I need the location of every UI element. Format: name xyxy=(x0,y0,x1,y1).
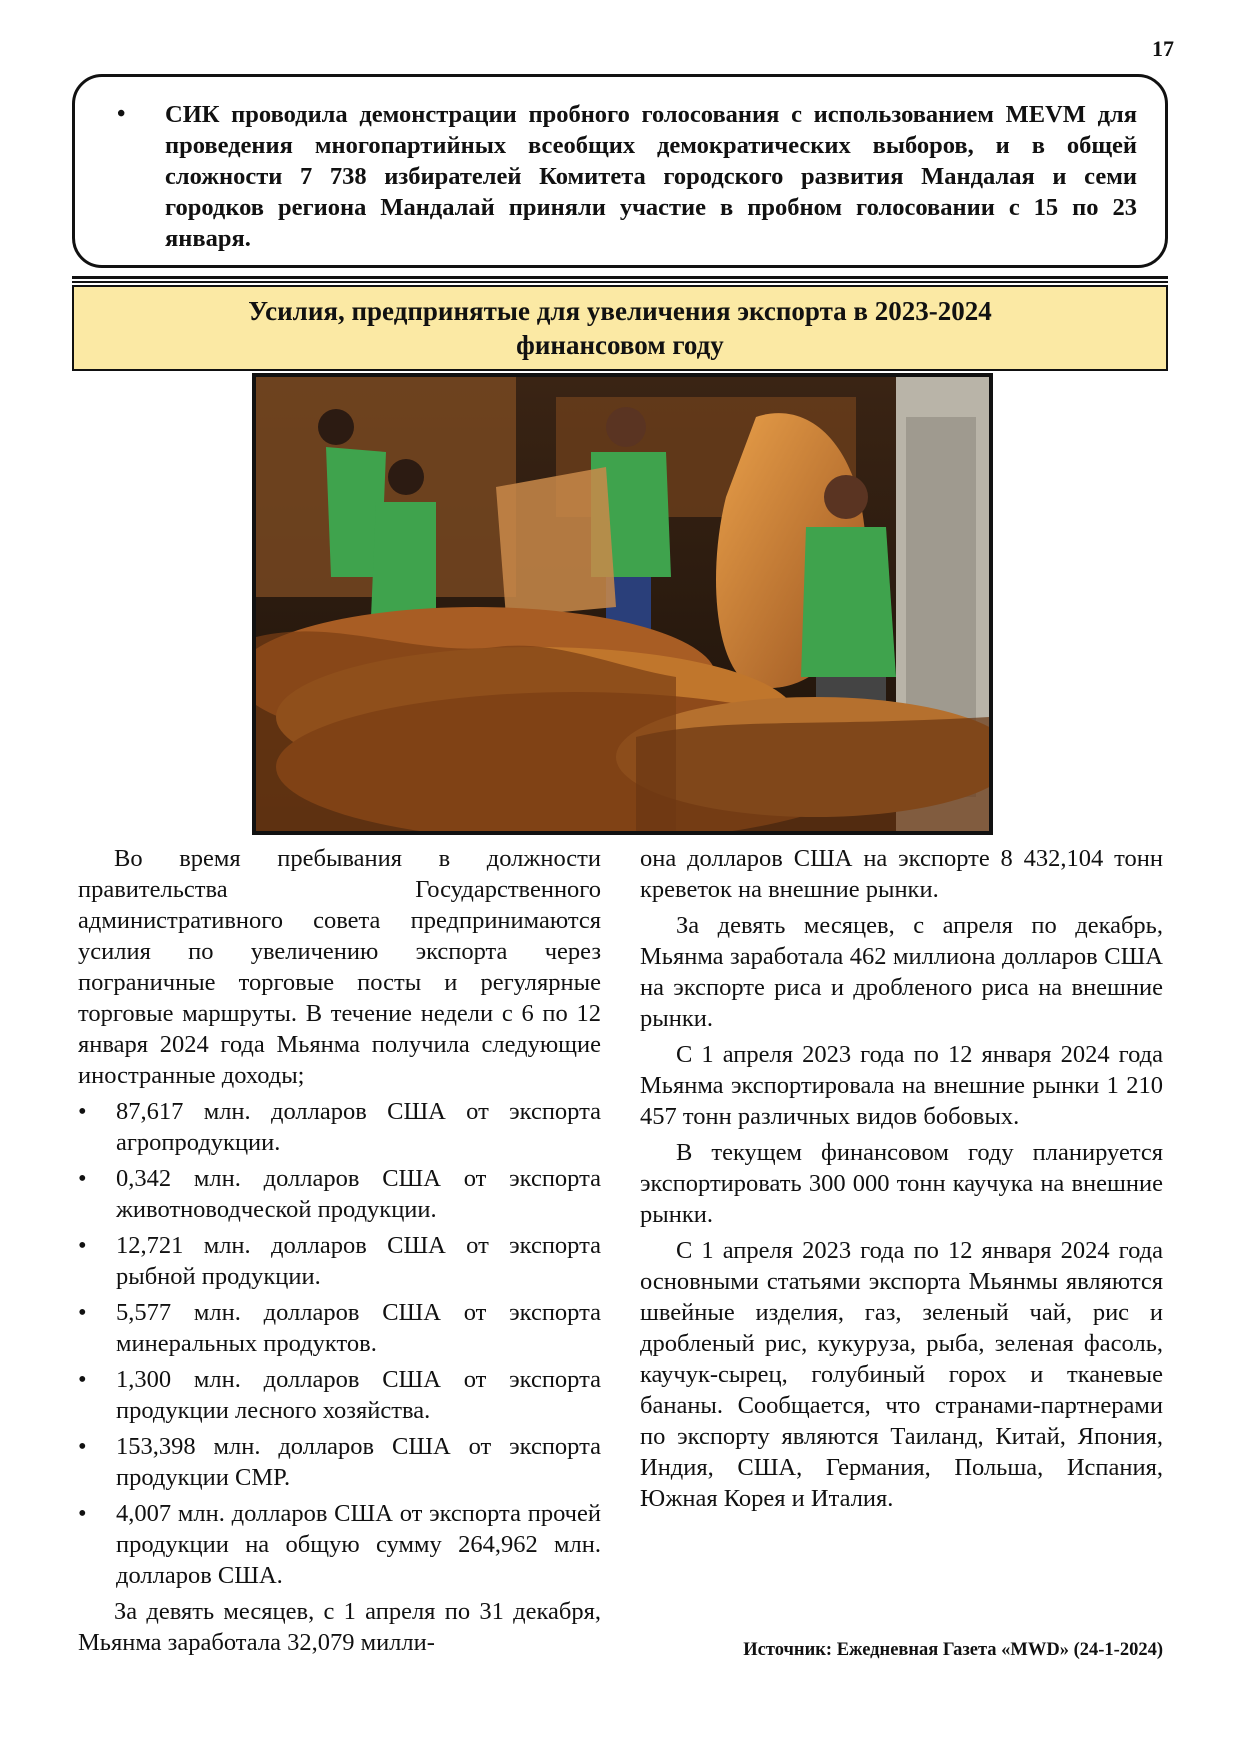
list-item: • 0,342 млн. долларов США от экспорта животноводческой продукции. xyxy=(78,1163,601,1225)
paragraph-shrimp-end: она долларов США на экспорте 8 432,104 тонн креветок на внешние рынки. xyxy=(640,845,1163,903)
export-income-list xyxy=(78,1096,601,1591)
list-item: • 153,398 млн. долларов США от экспорта продукции CMP. xyxy=(78,1431,601,1493)
paragraph-shrimp-start: За девять месяцев, с 1 апреля по 31 декабря, Мьянма заработала 32,079 милли- xyxy=(78,1598,601,1656)
separator-rule xyxy=(72,276,1168,279)
article-intro: Во время пребывания в должности правительства Государственного административного совета предпринимаются усилия по увеличению экспорта через пограничные торговые посты и регулярные торговые маршруты. В течение недели с 6 по 12 января 2024 года Мьянма получила следующие иностранные доходы; xyxy=(78,845,601,1089)
highlight-list xyxy=(113,99,1137,254)
list-item: • 87,617 млн. долларов США от экспорта агропродукции. xyxy=(78,1096,601,1158)
headline-line-2: финансовом году xyxy=(516,330,724,360)
section-headline xyxy=(72,285,1168,371)
article-column-left xyxy=(78,843,601,1663)
list-item: • 5,577 млн. долларов США от экспорта минеральных продуктов. xyxy=(78,1297,601,1359)
article-column-right xyxy=(640,843,1163,1519)
page-number: 17 xyxy=(1152,36,1174,61)
source-credit: Источник: Ежедневная Газета «MWD» (24-1-2024) xyxy=(743,1640,1163,1660)
list-item: • 4,007 млн. долларов США от экспорта прочей продукции на общую сумму 264,962 млн. долларов США. xyxy=(78,1498,601,1591)
photo-illustration xyxy=(256,377,989,831)
list-item: • 12,721 млн. долларов США от экспорта рыбной продукции. xyxy=(78,1230,601,1292)
paragraph-rice: За девять месяцев, с апреля по декабрь, Мьянма заработала 462 миллиона долларов США на экспорте риса и дробленого риса на внешние рынки. xyxy=(640,912,1163,1032)
rubber-workers-photo xyxy=(252,373,993,835)
list-item: • 1,300 млн. долларов США от экспорта продукции лесного хозяйства. xyxy=(78,1364,601,1426)
separator-rule-thin xyxy=(72,281,1168,283)
highlight-bullet-box xyxy=(72,74,1168,268)
headline-line-1: Усилия, предпринятые для увеличения экспорта в 2023-2024 xyxy=(248,296,992,326)
highlight-bullet-item: • СИК проводила демонстрации пробного голосования с использованием MEVM для проведения многопартийных всеобщих демократических выборов, и в общей сложности 7 738 избирателей Комитета городского развития Мандалая и семи городков региона Мандалай приняли участие в пробном голосовании с 15 по 23 января. xyxy=(113,99,1137,254)
paragraph-rubber: В текущем финансовом году планируется экспортировать 300 000 тонн каучука на внешние рынки. xyxy=(640,1139,1163,1228)
paragraph-export-items: С 1 апреля 2023 года по 12 января 2024 года основными статьями экспорта Мьянмы являются швейные изделия, газ, зеленый чай, рис и дробленый рис, кукуруза, рыба, зеленая фасоль, каучук-сырец, голубиный горох и тканевые бананы. Сообщается, что странами-партнерами по экспорту являются Таиланд, Китай, Япония, Индия, США, Германия, Польша, Испания, Южная Корея и Италия. xyxy=(640,1237,1163,1512)
paragraph-beans: С 1 апреля 2023 года по 12 января 2024 года Мьянма экспортировала на внешние рынки 1 210 457 тонн различных видов бобовых. xyxy=(640,1041,1163,1130)
